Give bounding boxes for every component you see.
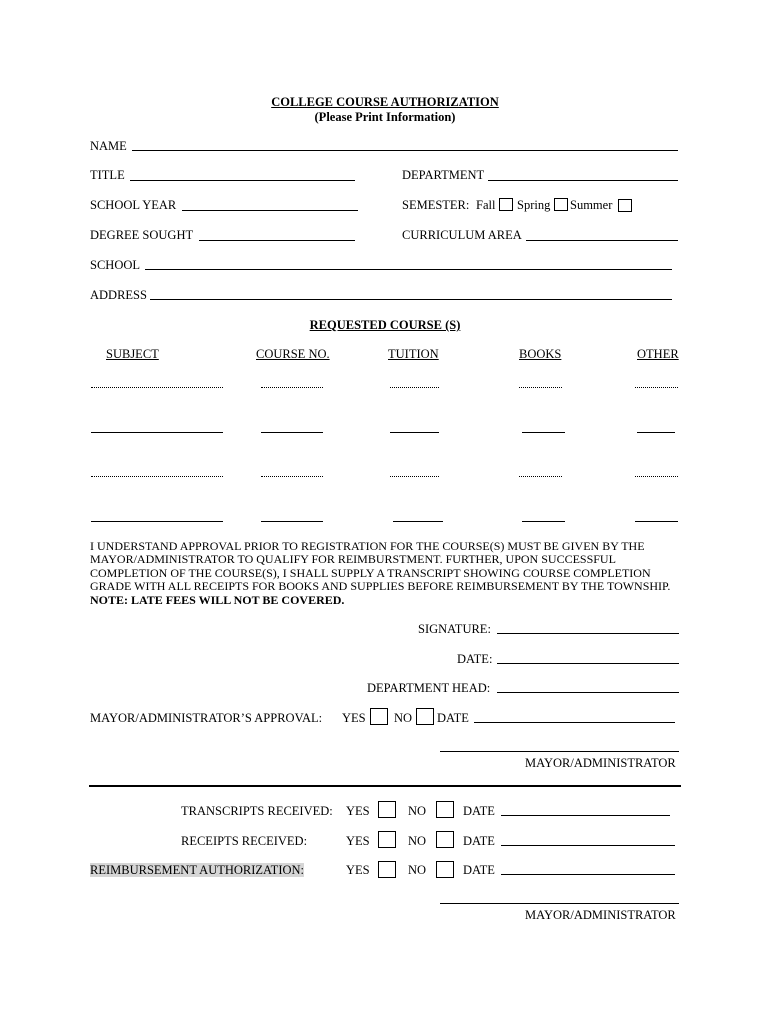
address-field[interactable] xyxy=(150,299,672,300)
course-row-2-other[interactable] xyxy=(637,432,675,433)
fall-checkbox[interactable] xyxy=(499,198,513,211)
approval-no-label: NO xyxy=(394,711,413,725)
course-row-1-books[interactable] xyxy=(519,387,562,388)
mayor-signer-label: MAYOR/ADMINISTRATOR xyxy=(525,756,676,770)
course-row-3-subject[interactable] xyxy=(91,476,223,477)
department-head-field[interactable] xyxy=(497,692,679,693)
form-subtitle: (Please Print Information) xyxy=(314,110,456,124)
title-label: TITLE xyxy=(90,168,125,182)
school-year-field[interactable] xyxy=(182,210,358,211)
course-row-1-other[interactable] xyxy=(635,387,678,388)
mayor-approval-label: MAYOR/ADMINISTRATOR’S APPROVAL: xyxy=(90,711,323,725)
reimbursement-date-label: DATE xyxy=(463,863,495,877)
acknowledgement-statement xyxy=(90,540,690,607)
final-mayor-signature-line[interactable] xyxy=(440,903,679,904)
reimbursement-no-label: NO xyxy=(408,863,427,877)
mayor-signature-line[interactable] xyxy=(440,751,679,752)
school-label: SCHOOL xyxy=(90,258,141,272)
statement-late-fees-note: NOTE: LATE FEES WILL NOT BE COVERED. xyxy=(90,592,345,607)
school-year-label: SCHOOL YEAR xyxy=(90,198,177,212)
course-row-1-subject[interactable] xyxy=(91,387,223,388)
column-header-other: OTHER xyxy=(637,347,679,361)
name-field[interactable] xyxy=(132,150,678,151)
approval-date-field[interactable] xyxy=(474,722,675,723)
course-row-4-subject[interactable] xyxy=(91,521,223,522)
course-row-2-books[interactable] xyxy=(522,432,565,433)
reimbursement-authorization-label: REIMBURSEMENT AUTHORIZATION: xyxy=(90,863,305,877)
transcripts-received-label: TRANSCRIPTS RECEIVED: xyxy=(181,804,333,818)
column-header-tuition: TUITION xyxy=(388,347,439,361)
column-header-subject: SUBJECT xyxy=(106,347,159,361)
course-row-4-other[interactable] xyxy=(635,521,678,522)
approval-date-label: DATE xyxy=(437,711,469,725)
address-label: ADDRESS xyxy=(90,288,147,302)
form-title: COLLEGE COURSE AUTHORIZATION xyxy=(271,95,499,109)
fall-label: Fall xyxy=(476,198,496,212)
department-label: DEPARTMENT xyxy=(402,168,485,182)
course-row-2-subject[interactable] xyxy=(91,432,223,433)
summer-checkbox[interactable] xyxy=(618,199,632,212)
receipts-yes-label: YES xyxy=(346,834,370,848)
receipts-no-label: NO xyxy=(408,834,427,848)
reimbursement-yes-label: YES xyxy=(346,863,370,877)
reimbursement-yes-checkbox[interactable] xyxy=(378,861,396,878)
summer-label: Summer xyxy=(570,198,613,212)
transcripts-date-label: DATE xyxy=(463,804,495,818)
receipts-no-checkbox[interactable] xyxy=(436,831,454,848)
course-row-1-tuition[interactable] xyxy=(390,387,439,388)
receipts-yes-checkbox[interactable] xyxy=(378,831,396,848)
course-row-3-tuition[interactable] xyxy=(390,476,439,477)
transcripts-no-checkbox[interactable] xyxy=(436,801,454,818)
approval-yes-checkbox[interactable] xyxy=(370,708,388,725)
reimbursement-no-checkbox[interactable] xyxy=(436,861,454,878)
course-row-2-course-no[interactable] xyxy=(261,432,323,433)
course-row-4-books[interactable] xyxy=(522,521,565,522)
date-label: DATE: xyxy=(457,652,493,666)
receipts-date-label: DATE xyxy=(463,834,495,848)
course-row-1-course-no[interactable] xyxy=(261,387,323,388)
spring-label: Spring xyxy=(517,198,551,212)
signature-field[interactable] xyxy=(497,633,679,634)
department-field[interactable] xyxy=(488,180,678,181)
course-row-3-course-no[interactable] xyxy=(261,476,323,477)
receipts-date-field[interactable] xyxy=(501,845,675,846)
transcripts-yes-label: YES xyxy=(346,804,370,818)
transcripts-yes-checkbox[interactable] xyxy=(378,801,396,818)
curriculum-area-label: CURRICULUM AREA xyxy=(402,228,522,242)
approval-no-checkbox[interactable] xyxy=(416,708,434,725)
final-mayor-signer-label: MAYOR/ADMINISTRATOR xyxy=(525,908,676,922)
degree-sought-field[interactable] xyxy=(199,240,355,241)
course-row-3-books[interactable] xyxy=(519,476,562,477)
transcripts-no-label: NO xyxy=(408,804,427,818)
course-row-4-tuition[interactable] xyxy=(393,521,443,522)
column-header-course-no: COURSE NO. xyxy=(256,347,330,361)
degree-sought-label: DEGREE SOUGHT xyxy=(90,228,194,242)
reimbursement-date-field[interactable] xyxy=(501,874,675,875)
department-head-label: DEPARTMENT HEAD: xyxy=(367,681,491,695)
transcripts-date-field[interactable] xyxy=(501,815,670,816)
school-field[interactable] xyxy=(145,269,672,270)
curriculum-area-field[interactable] xyxy=(526,240,678,241)
requested-courses-heading: REQUESTED COURSE (S) xyxy=(309,318,461,332)
course-row-2-tuition[interactable] xyxy=(390,432,439,433)
name-label: NAME xyxy=(90,139,127,153)
course-row-4-course-no[interactable] xyxy=(261,521,323,522)
signature-label: SIGNATURE: xyxy=(418,622,491,636)
approval-yes-label: YES xyxy=(342,711,366,725)
spring-checkbox[interactable] xyxy=(554,198,568,211)
semester-label: SEMESTER: xyxy=(402,198,470,212)
receipts-received-label: RECEIPTS RECEIVED: xyxy=(181,834,308,848)
section-divider xyxy=(89,785,681,787)
title-field[interactable] xyxy=(130,180,355,181)
statement-body: I UNDERSTAND APPROVAL PRIOR TO REGISTRATION FOR THE COURSE(S) MUST BE GIVEN BY THE MAYOR/ADMINISTRATOR TO QUALIFY FOR REIMBURSTMENT. FURTHER, UPON SUCCESSFUL COMPLETION OF THE COURSE(S), I SHALL SUPPLY A TRANSCRIPT SHOWING COURSE COMPLETION GRADE WITH ALL RECEIPTS FOR BOOKS AND SUPPLIES BEFORE REIMBURSEMENT BY THE TOWNSHIP. xyxy=(90,539,671,594)
course-row-3-other[interactable] xyxy=(635,476,678,477)
date-field[interactable] xyxy=(497,663,679,664)
column-header-books: BOOKS xyxy=(519,347,562,361)
